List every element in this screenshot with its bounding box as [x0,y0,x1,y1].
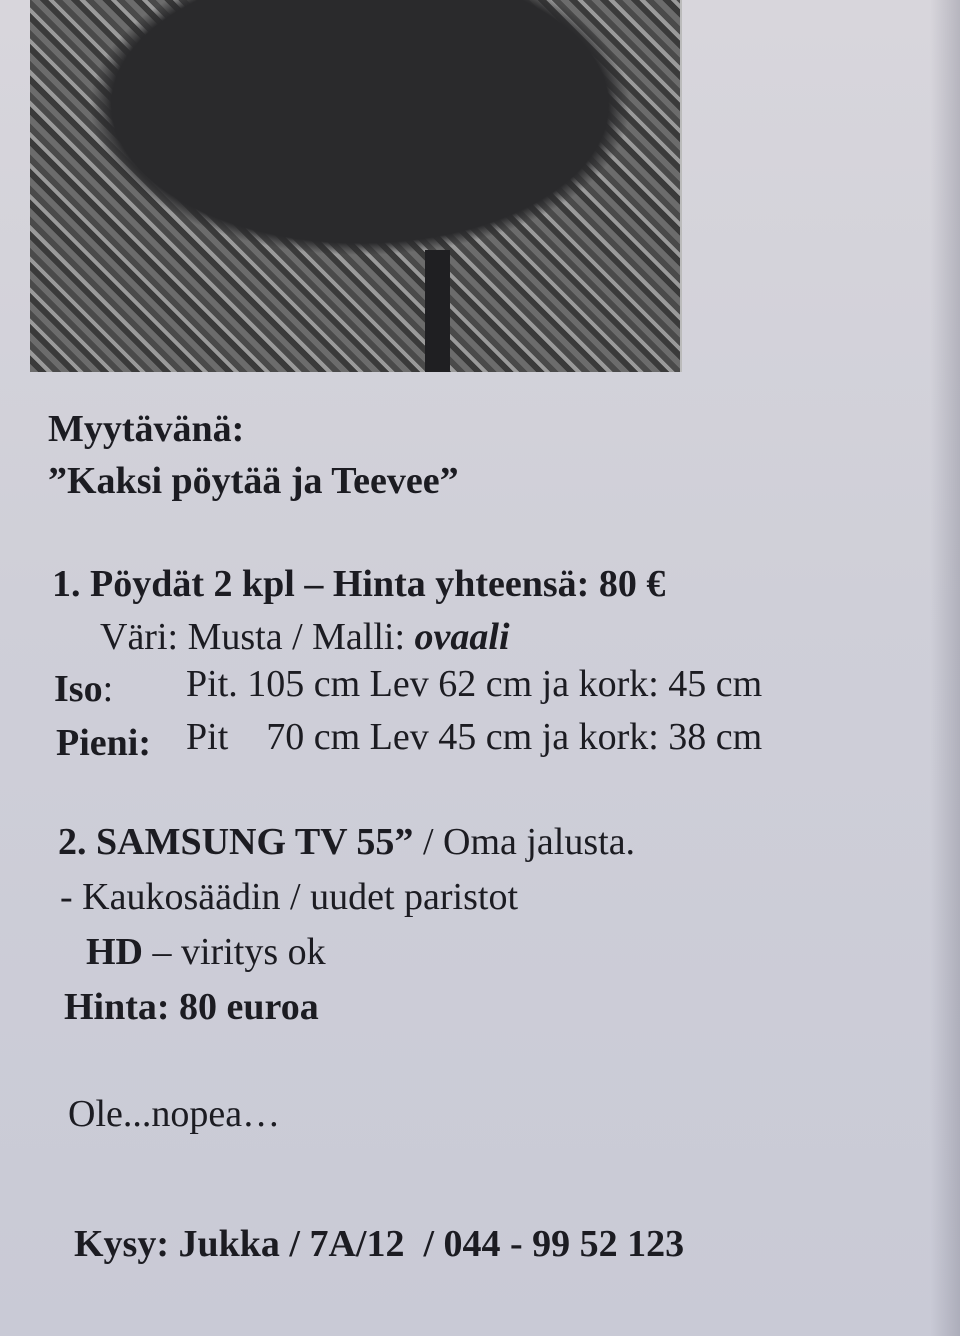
item2-hd [86,933,326,971]
item1-color [100,618,510,656]
item2-title-bold: 2. SAMSUNG TV 55” [58,821,414,863]
item1-title-text: 1. Pöydät 2 kpl – Hinta yhteensä: 80 € [52,563,666,605]
item2-hd-rest: – viritys ok [143,931,326,973]
table-photo [30,0,682,372]
item1-large-label-text: Iso [54,668,103,710]
table-leg [425,250,450,372]
subheading: ”Kaksi pöytää ja Teevee” [48,460,459,502]
item1-small-label: Pieni: [56,722,151,764]
item2-price: Hinta: 80 euroa [64,986,319,1028]
item1-large-label [54,670,113,708]
item1-title [52,565,665,603]
note: Ole...nopea… [68,1093,281,1135]
item2-remote: - Kaukosäädin / uudet paristot [60,876,519,918]
item2-title-rest: / Oma jalusta. [413,821,636,863]
item1-color-label: Väri: Musta / Malli: [100,616,415,658]
item1-large-sep: : [102,668,114,710]
item2-hd-bold: HD [86,931,143,973]
heading: Myytävänä: [48,408,245,450]
contact: Kysy: Jukka / 7A/12 / 044 - 99 52 123 [74,1223,685,1265]
paper-shadow [930,0,960,1336]
item1-small-dims: Pit 70 cm Lev 45 cm ja kork: 38 cm [186,716,763,758]
item1-large-dims: Pit. 105 cm Lev 62 cm ja kork: 45 cm [186,663,763,705]
item1-model: ovaali [414,616,510,658]
item2-title [58,823,635,861]
